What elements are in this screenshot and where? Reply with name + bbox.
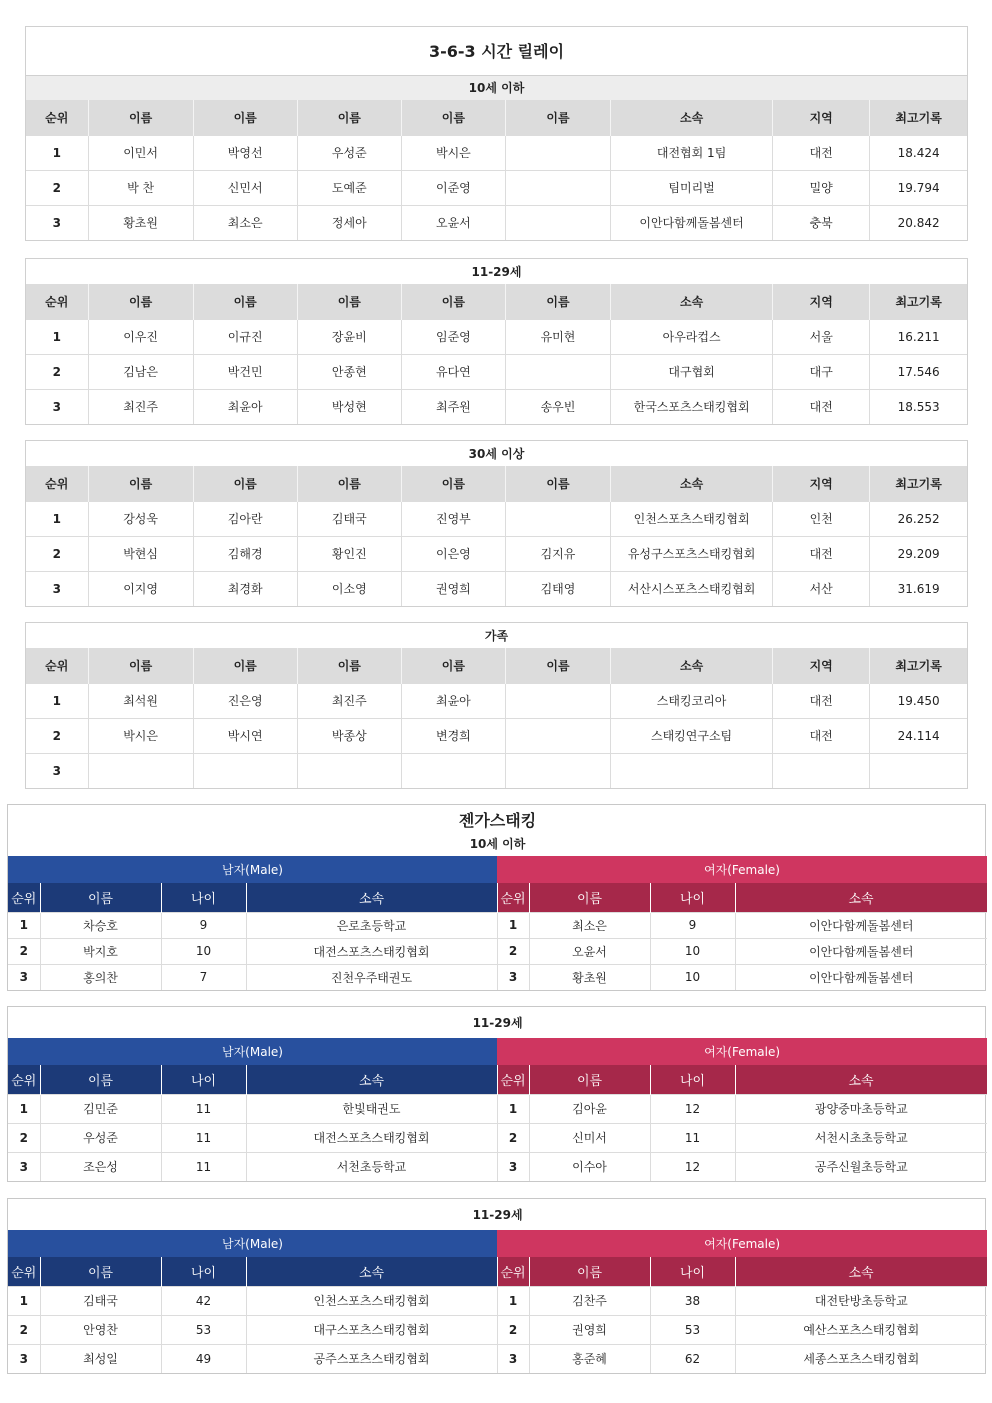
age-group-label: 10세 이하 <box>469 837 526 851</box>
page-title: 3-6-3 시간 릴레이 <box>26 27 967 75</box>
table-cell: 송우빈 <box>505 389 610 424</box>
column-header: 이름 <box>401 284 505 319</box>
column-header: 이름 <box>297 648 401 683</box>
column-header: 이름 <box>193 648 297 683</box>
relay-table-block <box>25 622 968 789</box>
table-cell: 진은영 <box>193 683 297 718</box>
table-cell: 서산시스포츠스태킹협회 <box>611 571 773 606</box>
table-cell: 우성준 <box>40 1123 161 1152</box>
table-cell: 11 <box>650 1123 735 1152</box>
rank-cell: 1 <box>497 1286 529 1315</box>
table-cell: 10 <box>650 964 735 990</box>
rank-cell: 3 <box>26 571 88 606</box>
table-cell: 12 <box>650 1094 735 1123</box>
table-cell: 김태국 <box>40 1286 161 1315</box>
table-cell: 대전스포츠스태킹협회 <box>246 1123 497 1152</box>
table-cell: 이수아 <box>529 1152 650 1181</box>
table-cell: 김해경 <box>193 536 297 571</box>
age-group-label: 11-29세 <box>472 1016 523 1030</box>
column-header: 순위 <box>497 1257 529 1286</box>
column-header: 이름 <box>505 284 610 319</box>
rank-cell: 1 <box>26 501 88 536</box>
table-cell: 박영선 <box>193 135 297 170</box>
table-cell: 17.546 <box>870 354 967 389</box>
rank-cell: 3 <box>26 205 88 240</box>
table-cell: 대전 <box>773 718 870 753</box>
column-header: 이름 <box>40 1065 161 1094</box>
rank-cell: 3 <box>497 1344 529 1373</box>
table-cell: 충북 <box>773 205 870 240</box>
table-row <box>8 1123 987 1152</box>
table-cell: 황인진 <box>297 536 401 571</box>
column-header: 나이 <box>161 1065 246 1094</box>
table-cell: 대전 <box>773 389 870 424</box>
table-cell: 박 찬 <box>88 170 193 205</box>
column-header: 소속 <box>611 648 773 683</box>
table-cell: 박지호 <box>40 938 161 964</box>
age-group-label: 11-29세 <box>472 1208 523 1222</box>
table-cell: 안종현 <box>297 354 401 389</box>
column-header: 지역 <box>773 648 870 683</box>
jenga-table-block <box>7 1198 986 1374</box>
table-cell: 38 <box>650 1286 735 1315</box>
male-header: 남자(Male) <box>8 1230 497 1257</box>
table-cell: 이안다함께돌봄센터 <box>735 938 987 964</box>
column-header: 순위 <box>497 883 529 912</box>
table-cell: 이안다함께돌봄센터 <box>735 912 987 938</box>
table-cell: 차승호 <box>40 912 161 938</box>
rank-cell: 2 <box>497 1315 529 1344</box>
rank-cell: 1 <box>497 912 529 938</box>
table-cell: 조은성 <box>40 1152 161 1181</box>
column-header: 이름 <box>193 284 297 319</box>
jenga-table-block <box>7 1006 986 1182</box>
female-header: 여자(Female) <box>497 1038 987 1065</box>
table-cell: 안영찬 <box>40 1315 161 1344</box>
rank-cell: 2 <box>8 1315 40 1344</box>
table-row <box>8 964 987 990</box>
table-cell: 대전스포츠스태킹협회 <box>246 938 497 964</box>
column-header: 나이 <box>650 1257 735 1286</box>
table-cell: 오윤서 <box>401 205 505 240</box>
rank-cell: 1 <box>26 135 88 170</box>
column-header: 소속 <box>735 1065 987 1094</box>
table-cell: 53 <box>161 1315 246 1344</box>
table-cell: 인천 <box>773 501 870 536</box>
column-header: 나이 <box>650 1065 735 1094</box>
table-cell: 신민서 <box>193 170 297 205</box>
table-cell: 스태킹연구소팀 <box>611 718 773 753</box>
table-cell: 10 <box>161 938 246 964</box>
table-cell: 박건민 <box>193 354 297 389</box>
table-cell: 29.209 <box>870 536 967 571</box>
table-cell: 42 <box>161 1286 246 1315</box>
section-title: 젠가스태킹 <box>458 811 537 830</box>
table-cell: 최윤아 <box>193 389 297 424</box>
table-row <box>26 319 967 354</box>
table-cell: 오윤서 <box>529 938 650 964</box>
rank-cell: 2 <box>8 938 40 964</box>
column-header: 소속 <box>611 100 773 135</box>
table-row <box>26 354 967 389</box>
column-header: 이름 <box>88 284 193 319</box>
column-header: 순위 <box>8 1257 40 1286</box>
column-header: 소속 <box>246 1065 497 1094</box>
column-header: 최고기록 <box>870 466 967 501</box>
table-cell: 진영부 <box>401 501 505 536</box>
table-cell: 장윤비 <box>297 319 401 354</box>
column-header: 이름 <box>401 100 505 135</box>
table-cell: 최석원 <box>88 683 193 718</box>
table-cell: 최성일 <box>40 1344 161 1373</box>
table-row <box>8 1286 987 1315</box>
table-cell: 인천스포츠스태킹협회 <box>246 1286 497 1315</box>
table-cell: 공주신월초등학교 <box>735 1152 987 1181</box>
table-cell: 최경화 <box>193 571 297 606</box>
column-header: 이름 <box>505 648 610 683</box>
column-header: 이름 <box>88 648 193 683</box>
rank-cell: 3 <box>8 964 40 990</box>
rank-cell: 1 <box>26 319 88 354</box>
table-cell <box>297 753 401 788</box>
table-cell <box>505 718 610 753</box>
table-cell: 이규진 <box>193 319 297 354</box>
male-header: 남자(Male) <box>8 1038 497 1065</box>
table-cell: 대전협회 1팀 <box>611 135 773 170</box>
column-header: 지역 <box>773 100 870 135</box>
column-header: 소속 <box>735 883 987 912</box>
table-cell: 아우라컵스 <box>611 319 773 354</box>
table-cell: 박시연 <box>193 718 297 753</box>
table-cell: 스태킹코리아 <box>611 683 773 718</box>
relay-table-block <box>25 26 968 241</box>
jenga-table-block <box>7 804 986 991</box>
table-row <box>8 912 987 938</box>
jenga-table <box>8 1007 988 1181</box>
column-header: 나이 <box>161 1257 246 1286</box>
column-header: 이름 <box>88 100 193 135</box>
table-cell: 권영희 <box>529 1315 650 1344</box>
table-cell: 31.619 <box>870 571 967 606</box>
column-header: 소속 <box>246 1257 497 1286</box>
table-cell: 박성현 <box>297 389 401 424</box>
table-cell: 10 <box>650 938 735 964</box>
table-cell <box>505 683 610 718</box>
table-cell: 18.424 <box>870 135 967 170</box>
table-cell: 한국스포츠스태킹협회 <box>611 389 773 424</box>
table-cell: 최소은 <box>193 205 297 240</box>
table-cell: 16.211 <box>870 319 967 354</box>
age-group-label: 10세 이하 <box>26 75 967 100</box>
male-header: 남자(Male) <box>8 856 497 883</box>
table-cell <box>505 501 610 536</box>
table-cell <box>505 753 610 788</box>
age-group-label: 11-29세 <box>471 265 522 279</box>
jenga-table <box>8 805 988 990</box>
table-cell: 공주스포츠스태킹협회 <box>246 1344 497 1373</box>
rank-cell: 2 <box>8 1123 40 1152</box>
rank-cell: 1 <box>8 1286 40 1315</box>
table-cell: 홍준혜 <box>529 1344 650 1373</box>
rank-cell: 3 <box>26 389 88 424</box>
rank-cell: 3 <box>8 1344 40 1373</box>
table-cell: 홍의찬 <box>40 964 161 990</box>
table-cell: 서울 <box>773 319 870 354</box>
table-cell: 이안다함께돌봄센터 <box>735 964 987 990</box>
column-header: 순위 <box>26 466 88 501</box>
table-cell: 이소영 <box>297 571 401 606</box>
table-cell: 최윤아 <box>401 683 505 718</box>
table-cell: 임준영 <box>401 319 505 354</box>
relay-table-block <box>25 258 968 425</box>
rank-cell: 2 <box>26 718 88 753</box>
column-header: 최고기록 <box>870 284 967 319</box>
table-cell: 김지유 <box>505 536 610 571</box>
table-cell: 대전 <box>773 683 870 718</box>
rank-cell: 2 <box>26 536 88 571</box>
table-cell: 유성구스포츠스태킹협회 <box>611 536 773 571</box>
table-cell: 20.842 <box>870 205 967 240</box>
age-group-label: 30세 이상 <box>468 447 525 461</box>
rank-cell: 3 <box>497 964 529 990</box>
age-group-label: 가족 <box>484 629 509 643</box>
relay-table-block <box>25 440 968 607</box>
table-cell <box>505 135 610 170</box>
table-cell: 김민준 <box>40 1094 161 1123</box>
table-cell: 이준영 <box>401 170 505 205</box>
table-cell: 대구협회 <box>611 354 773 389</box>
female-header: 여자(Female) <box>497 856 987 883</box>
table-cell: 9 <box>650 912 735 938</box>
column-header: 이름 <box>505 466 610 501</box>
column-header: 이름 <box>193 466 297 501</box>
table-cell: 인천스포츠스태킹협회 <box>611 501 773 536</box>
table-cell: 대전 <box>773 536 870 571</box>
table-cell: 황초원 <box>88 205 193 240</box>
table-row <box>26 571 967 606</box>
table-cell: 김태영 <box>505 571 610 606</box>
table-cell: 이은영 <box>401 536 505 571</box>
table-cell: 세종스포츠스태킹협회 <box>735 1344 987 1373</box>
table-row <box>26 683 967 718</box>
table-cell: 김아윤 <box>529 1094 650 1123</box>
table-row <box>8 1315 987 1344</box>
relay-table <box>26 259 967 424</box>
column-header: 이름 <box>297 100 401 135</box>
table-cell: 강성욱 <box>88 501 193 536</box>
column-header: 순위 <box>26 284 88 319</box>
table-cell: 박종상 <box>297 718 401 753</box>
table-cell: 49 <box>161 1344 246 1373</box>
column-header: 지역 <box>773 284 870 319</box>
column-header: 최고기록 <box>870 648 967 683</box>
table-cell: 예산스포츠스태킹협회 <box>735 1315 987 1344</box>
table-cell: 밀양 <box>773 170 870 205</box>
column-header: 순위 <box>497 1065 529 1094</box>
table-cell: 박현심 <box>88 536 193 571</box>
table-cell: 11 <box>161 1152 246 1181</box>
table-cell: 박시은 <box>401 135 505 170</box>
table-cell: 이지영 <box>88 571 193 606</box>
table-cell: 김아란 <box>193 501 297 536</box>
table-row <box>26 718 967 753</box>
column-header: 순위 <box>26 100 88 135</box>
table-cell: 대구 <box>773 354 870 389</box>
table-cell: 26.252 <box>870 501 967 536</box>
table-row <box>8 938 987 964</box>
rank-cell: 2 <box>497 938 529 964</box>
column-header: 이름 <box>297 466 401 501</box>
column-header: 순위 <box>8 1065 40 1094</box>
column-header: 소속 <box>611 466 773 501</box>
table-cell: 김태국 <box>297 501 401 536</box>
rank-cell: 2 <box>26 354 88 389</box>
table-cell: 은로초등학교 <box>246 912 497 938</box>
column-header: 나이 <box>161 883 246 912</box>
table-cell: 11 <box>161 1123 246 1152</box>
table-row <box>26 389 967 424</box>
jenga-table <box>8 1199 988 1373</box>
table-cell: 24.114 <box>870 718 967 753</box>
table-cell: 대전탄방초등학교 <box>735 1286 987 1315</box>
table-cell: 박시은 <box>88 718 193 753</box>
column-header: 소속 <box>611 284 773 319</box>
table-cell: 최진주 <box>297 683 401 718</box>
female-header: 여자(Female) <box>497 1230 987 1257</box>
column-header: 이름 <box>40 883 161 912</box>
rank-cell: 2 <box>26 170 88 205</box>
rank-cell: 3 <box>26 753 88 788</box>
table-row <box>8 1344 987 1373</box>
column-header: 이름 <box>40 1257 161 1286</box>
column-header: 이름 <box>193 100 297 135</box>
column-header: 이름 <box>297 284 401 319</box>
column-header: 최고기록 <box>870 100 967 135</box>
column-header: 이름 <box>529 883 650 912</box>
table-cell: 대전 <box>773 135 870 170</box>
table-cell <box>870 753 967 788</box>
column-header: 이름 <box>529 1065 650 1094</box>
table-cell: 62 <box>650 1344 735 1373</box>
table-cell: 김남은 <box>88 354 193 389</box>
relay-table <box>26 27 967 240</box>
table-cell: 18.553 <box>870 389 967 424</box>
table-cell: 유미현 <box>505 319 610 354</box>
table-cell: 12 <box>650 1152 735 1181</box>
table-cell <box>505 205 610 240</box>
table-cell: 11 <box>161 1094 246 1123</box>
table-cell: 이우진 <box>88 319 193 354</box>
table-cell: 7 <box>161 964 246 990</box>
table-cell: 신미서 <box>529 1123 650 1152</box>
relay-table <box>26 441 967 606</box>
column-header: 지역 <box>773 466 870 501</box>
table-cell: 광양중마초등학교 <box>735 1094 987 1123</box>
table-cell: 19.450 <box>870 683 967 718</box>
table-cell: 최진주 <box>88 389 193 424</box>
table-row <box>26 170 967 205</box>
table-cell: 황초원 <box>529 964 650 990</box>
table-cell: 9 <box>161 912 246 938</box>
table-cell: 서산 <box>773 571 870 606</box>
table-cell <box>505 170 610 205</box>
rank-cell: 1 <box>26 683 88 718</box>
rank-cell: 3 <box>497 1152 529 1181</box>
table-cell <box>773 753 870 788</box>
table-cell: 유다연 <box>401 354 505 389</box>
table-cell: 변경희 <box>401 718 505 753</box>
table-row <box>26 205 967 240</box>
rank-cell: 1 <box>8 912 40 938</box>
column-header: 이름 <box>505 100 610 135</box>
column-header: 이름 <box>401 466 505 501</box>
table-cell <box>88 753 193 788</box>
table-cell: 서천시초초등학교 <box>735 1123 987 1152</box>
table-row <box>26 753 967 788</box>
column-header: 소속 <box>735 1257 987 1286</box>
table-row <box>8 1094 987 1123</box>
rank-cell: 3 <box>8 1152 40 1181</box>
table-row <box>26 536 967 571</box>
table-cell: 서천초등학교 <box>246 1152 497 1181</box>
column-header: 나이 <box>650 883 735 912</box>
table-cell <box>611 753 773 788</box>
table-cell: 이민서 <box>88 135 193 170</box>
rank-cell: 2 <box>497 1123 529 1152</box>
column-header: 이름 <box>401 648 505 683</box>
table-cell <box>193 753 297 788</box>
relay-table <box>26 623 967 788</box>
table-row <box>26 135 967 170</box>
table-cell: 대구스포츠스태킹협회 <box>246 1315 497 1344</box>
table-cell: 김찬주 <box>529 1286 650 1315</box>
table-cell: 최주원 <box>401 389 505 424</box>
table-cell: 권영희 <box>401 571 505 606</box>
table-cell: 우성준 <box>297 135 401 170</box>
rank-cell: 1 <box>8 1094 40 1123</box>
table-cell: 도예준 <box>297 170 401 205</box>
table-cell: 정세아 <box>297 205 401 240</box>
table-cell: 한빛태권도 <box>246 1094 497 1123</box>
table-cell: 19.794 <box>870 170 967 205</box>
table-cell <box>401 753 505 788</box>
table-cell: 최소은 <box>529 912 650 938</box>
column-header: 순위 <box>26 648 88 683</box>
table-cell: 53 <box>650 1315 735 1344</box>
table-cell: 진천우주태권도 <box>246 964 497 990</box>
rank-cell: 1 <box>497 1094 529 1123</box>
table-cell: 이안다함께돌봄센터 <box>611 205 773 240</box>
table-cell <box>505 354 610 389</box>
column-header: 소속 <box>246 883 497 912</box>
column-header: 순위 <box>8 883 40 912</box>
table-cell: 팀미리벌 <box>611 170 773 205</box>
table-row <box>8 1152 987 1181</box>
table-row <box>26 501 967 536</box>
column-header: 이름 <box>88 466 193 501</box>
column-header: 이름 <box>529 1257 650 1286</box>
